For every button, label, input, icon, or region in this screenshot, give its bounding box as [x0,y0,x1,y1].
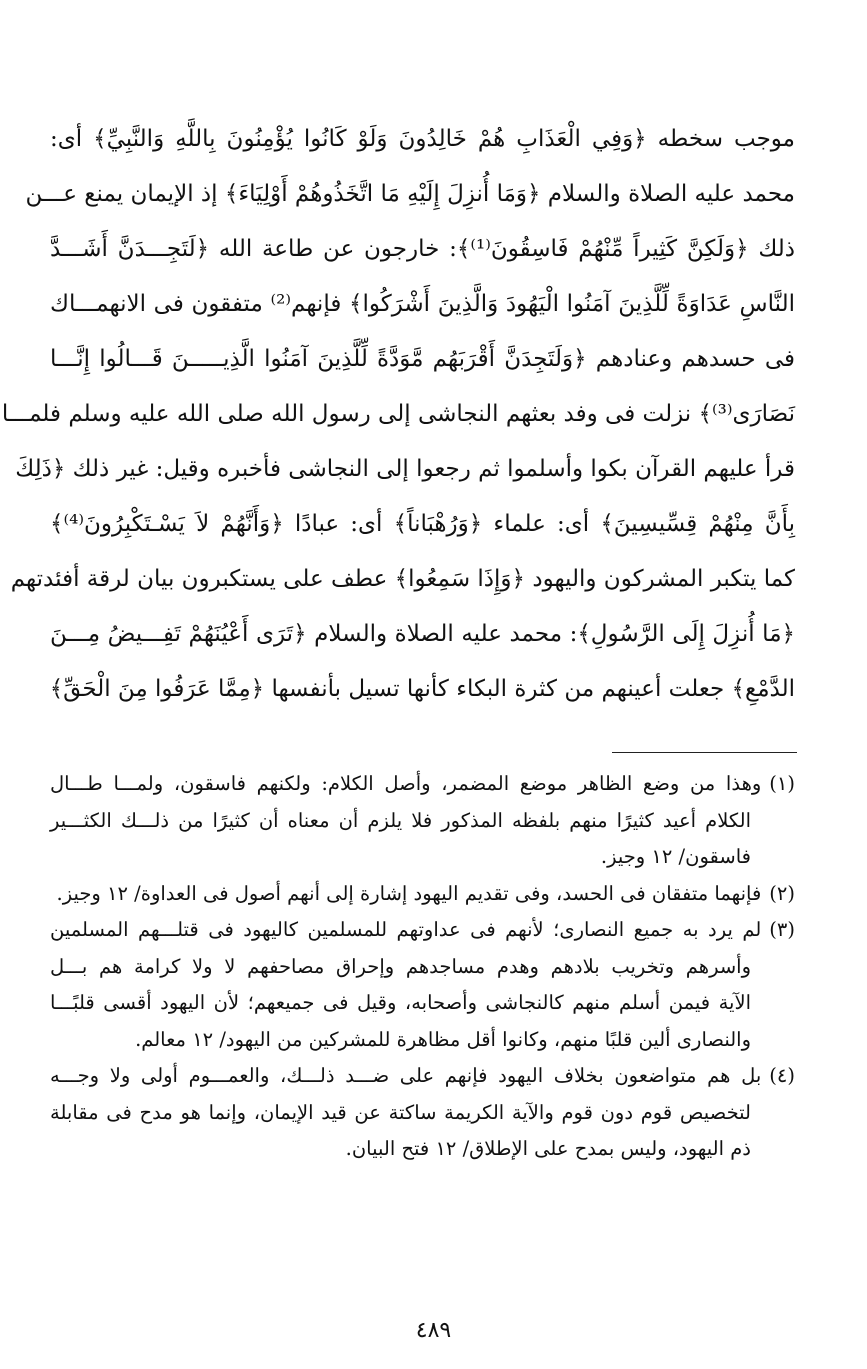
footnote-2 [50,876,795,913]
footnote-text: فإنهما متفقان فى الحسد، وفى تقديم اليهود إشارة إلى أنهم أصول فى العداوة/ ١٢ وجيز. [56,881,762,905]
main-line: موجب سخطه ﴿وَفِي الْعَذَابِ هُمْ خَالِدُونَ وَلَوْ كَانُوا يُؤْمِنُونَ بِاللَّهِ وَالنَّبِيِّ﴾ أى: [50,126,795,152]
main-line: النَّاسِ عَدَاوَةً لِّلَّذِينَ آمَنُوا الْيَهُودَ وَالَّذِينَ أَشْرَكُوا﴾ فإنهم⁽²⁾ متفقون فى الانهمـــاك [50,291,795,317]
footnote-line [50,766,795,803]
main-text-block [1,112,795,717]
footnote-line [50,1058,795,1095]
footnote-separator [612,752,797,753]
footnote-text: وهذا من وضع الظاهر موضع المضمر، وأصل الكلام: ولكنهم فاسقون، ولمـــا طـــال [50,772,762,795]
footnote-number: (٣) [769,918,795,941]
footnote-number: (١) [769,772,795,795]
footnote-line: الآية فيمن أسلم منهم كالنجاشى وأصحابه، وقيل فى جميعهم؛ لأن اليهود أقسى قلبًـــا [50,991,751,1014]
footnote-number: (٤) [769,1064,795,1087]
footnotes-block [50,766,795,1168]
footnote-text: بل هم متواضعون بخلاف اليهود فإنهم على ضـــد ذلـــك، والعمـــوم أولى ولا وجـــه [50,1064,762,1087]
main-line: فى حسدهم وعنادهم ﴿وَلَتَجِدَنَّ أَقْرَبَهُم مَّوَدَّةً لِّلَّذِينَ آمَنُوا الَّذِيـــــنَ قَـــالُوا إِنَّـــا [50,346,795,372]
main-line: ﴿مَا أُنزِلَ إِلَى الرَّسُولِ﴾: محمد عليه الصلاة والسلام ﴿تَرَى أَعْيُنَهُمْ تَفِـــيضُ مِـــنَ [50,621,795,647]
main-line: قرأ عليهم القرآن بكوا وأسلموا ثم رجعوا إلى النجاشى فأخبره وقيل: غير ذلك ﴿ذَلِكَ [15,456,795,482]
page-number: ٤٨٩ [415,1318,452,1343]
main-line: كما يتكبر المشركون واليهود ﴿وَإِذَا سَمِعُوا﴾ عطف على يستكبرون بيان لرقة أفئدتهم [10,566,795,592]
footnote-line: لتخصيص قوم دون قوم والآية الكريمة ساكتة عن قيد الإيمان، وإنما هو مدح فى مقابلة [50,1100,751,1124]
footnote-line [50,876,795,913]
footnote-line: ذم اليهود، وليس بمدح على الإطلاق/ ١٢ فتح البيان. [345,1137,751,1160]
main-line: نَصَارَى⁽³⁾﴾ نزلت فى وفد بعثهم النجاشى إلى رسول الله صلى الله عليه وسلم فلمـــا [1,401,795,427]
footnote-1 [50,766,795,876]
main-line: بِأَنَّ مِنْهُمْ قِسِّيسِينَ﴾ أى: علماء ﴿وَرُهْبَاناً﴾ أى: عبادًا ﴿وَأَنَّهُمْ لاَ يَسْـتَكْبِرُونَ⁽⁴⁾﴾ [50,511,795,537]
main-line: محمد عليه الصلاة والسلام ﴿وَمَا أُنزِلَ إِلَيْهِ مَا اتَّخَذُوهُمْ أَوْلِيَاءَ﴾ إذ الإيمان يمنع عـــن [25,181,795,207]
main-line: الدَّمْعِ﴾ جعلت أعينهم من كثرة البكاء كأنها تسيل بأنفسها ﴿مِمَّا عَرَفُوا مِنَ الْحَقِّ﴾ [49,676,795,702]
footnote-line: الكلام أعيد كثيرًا منهم بلفظه المذكور فلا يلزم أن معناه أن كثيرًا من ذلـــك الكثـــير [50,808,751,832]
main-line: ذلك ﴿وَلَكِنَّ كَثِيراً مِّنْهُمْ فَاسِقُونَ⁽¹⁾﴾: خارجون عن طاعة الله ﴿لَتَجِـــدَنَّ أَشَـــدَّ [50,236,795,262]
footnote-number: (٢) [769,881,795,905]
footnote-3 [50,912,795,1058]
footnote-4 [50,1058,795,1168]
footnote-line: وأسرهم وتخريب بلادهم وهدم مساجدهم وإحراق مصاحفهم لا ولا كرامة هم بـــل [50,954,751,978]
footnote-line: والنصارى ألين قلبًا منهم، وكانوا أقل مظاهرة للمشركين من اليهود/ ١٢ معالم. [135,1027,751,1051]
footnote-line: فاسقون/ ١٢ وجيز. [600,845,751,868]
footnote-text: لم يرد به جميع النصارى؛ لأنهم فى عداوتهم للمسلمين كاليهود فى قتلـــهم المسلمين [50,918,762,941]
footnote-line [50,912,795,949]
